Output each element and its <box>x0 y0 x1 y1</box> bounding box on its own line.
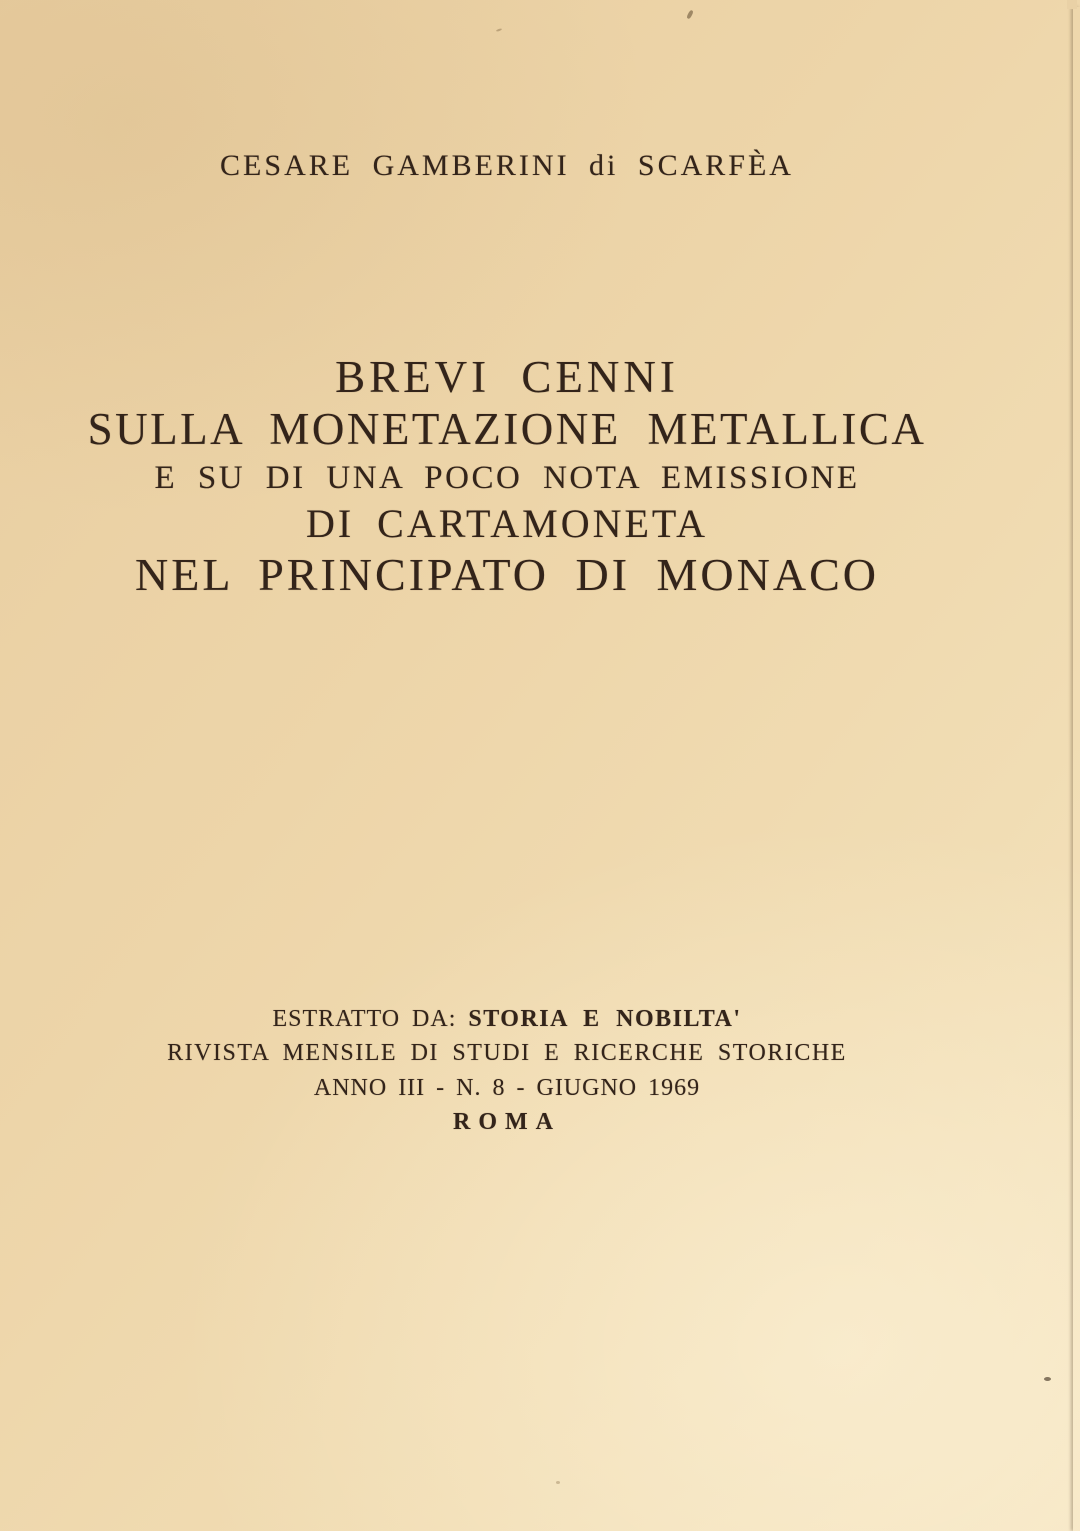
title-line-1: BREVI CENNI <box>335 352 679 402</box>
page-right-edge-shadow <box>1073 7 1080 1531</box>
place-line: ROMA <box>453 1109 561 1135</box>
author-line: CESARE GAMBERINI di SCARFÈA <box>220 149 794 182</box>
paper-speck <box>686 10 694 20</box>
journal-title: STORIA E NOBILTA' <box>468 1006 742 1032</box>
page-edge-notch <box>1067 0 1077 9</box>
paper-speck <box>1044 1377 1051 1381</box>
imprint-source-prefix: ESTRATTO DA: <box>272 1006 469 1032</box>
title-line-5: NEL PRINCIPATO DI MONACO <box>135 549 879 600</box>
paper-speck <box>496 28 502 32</box>
title-line-2: SULLA MONETAZIONE METALLICA <box>87 404 927 454</box>
issue-date-line: ANNO III - N. 8 - GIUGNO 1969 <box>313 1075 701 1101</box>
title-line-3: E SU DI UNA POCO NOTA EMISSIONE <box>154 460 860 496</box>
paper-speck <box>556 1481 560 1484</box>
title-line-4: DI CARTAMONETA <box>305 501 709 546</box>
imprint-source-line <box>0 1007 1014 1031</box>
journal-subtitle-line: RIVISTA MENSILE DI STUDI E RICERCHE STORICHE <box>167 1040 847 1066</box>
